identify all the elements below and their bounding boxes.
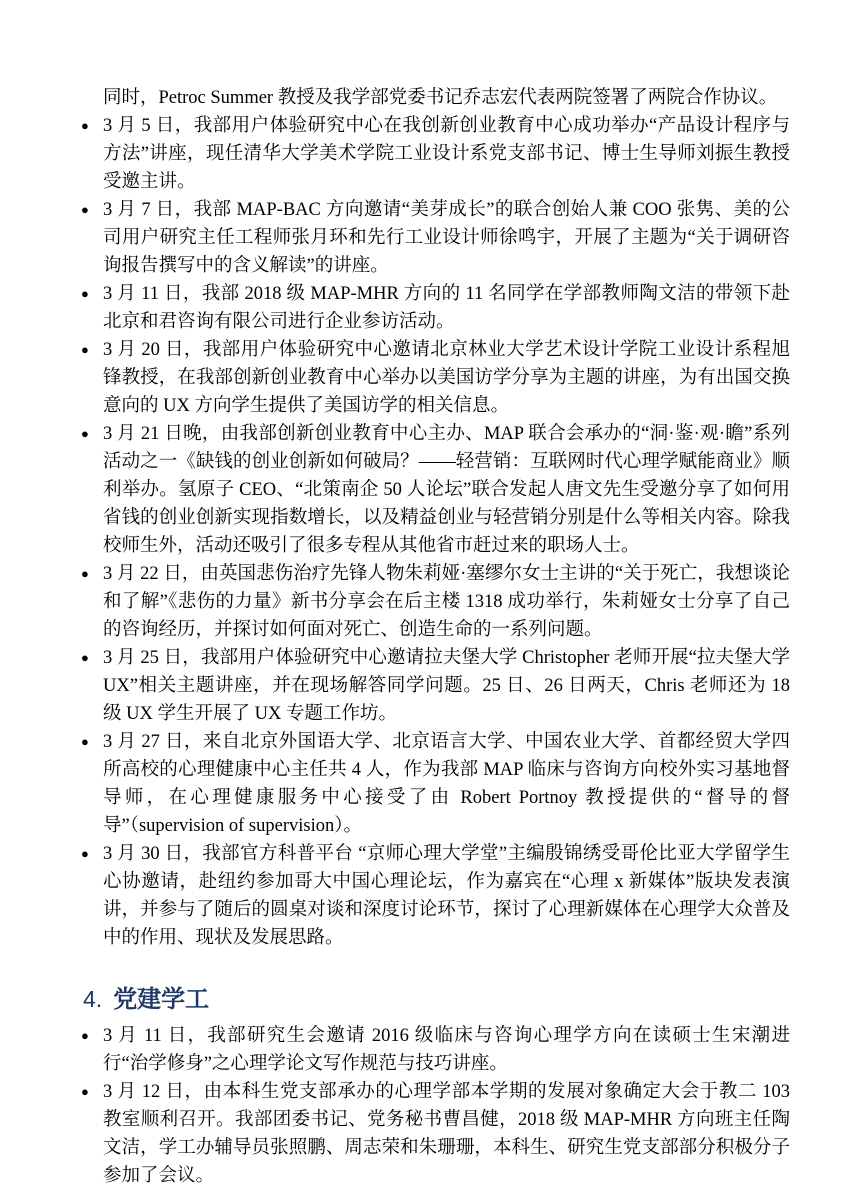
- section-heading-party-building: [83, 983, 790, 1016]
- bullet-icon: ●: [81, 426, 89, 441]
- bullet-icon: ●: [81, 1084, 89, 1099]
- event-text: 3 月 20 日，我部用户体验研究中心邀请北京林业大学艺术设计学院工业设计系程旭锋教授，在我部创新创业教育中心举办以美国访学分享为主题的讲座，为有出国交换意向的 UX 方向学生提供了美国访学的相关信息。: [103, 340, 790, 416]
- event-text: 3 月 22 日，由英国悲伤治疗先锋人物朱莉娅·塞缪尔女士主讲的“关于死亡，我想谈论和了解”《悲伤的力量》新书分享会在后主楼 1318 成功举行，朱莉娅女士分享了自己的咨询经历，并探讨如何面对死亡、创造生命的一系列问题。: [103, 564, 790, 640]
- bullet-icon: ●: [81, 118, 89, 133]
- list-item: [80, 644, 790, 728]
- list-item: [80, 336, 790, 420]
- bullet-icon: ●: [81, 1028, 89, 1043]
- list-item: [80, 196, 790, 280]
- bullet-icon: ●: [81, 734, 89, 749]
- paragraph-continuation: 同时，Petroc Summer 教授及我学部党委书记乔志宏代表两院签署了两院合作协议。: [103, 88, 778, 108]
- list-item: [80, 728, 790, 840]
- bullet-icon: ●: [81, 566, 89, 581]
- event-text: 3 月 27 日，来自北京外国语大学、北京语言大学、中国农业大学、首都经贸大学四所高校的心理健康中心主任共 4 人，作为我部 MAP 临床与咨询方向校外实习基地督导师，在心理健康服务中心接受了由 Robert Portnoy 教授提供的“督导的督导”（supervision of supervision）。: [103, 732, 790, 836]
- bullet-icon: ●: [81, 650, 89, 665]
- section-title: 党建学工: [113, 986, 210, 1013]
- event-text: 3 月 30 日，我部官方科普平台 “京师心理大学堂”主编殷锦绣受哥伦比亚大学留学生心协邀请，赴纽约参加哥大中国心理论坛，作为嘉宾在“心理 x 新媒体”版块发表演讲，并参与了随后的圆桌对谈和深度讨论环节，探讨了心理新媒体在心理学大众普及中的作用、现状及发展思路。: [103, 844, 790, 948]
- event-text: 3 月 5 日，我部用户体验研究中心在我创新创业教育中心成功举办“产品设计程序与方法”讲座，现任清华大学美术学院工业设计系党支部书记、博士生导师刘振生教授受邀主讲。: [103, 116, 790, 192]
- list-item: [80, 560, 790, 644]
- list-item: [80, 1022, 790, 1078]
- list-item: [80, 420, 790, 560]
- party-building-list: [80, 1022, 790, 1190]
- list-item: [80, 280, 790, 336]
- march-events-list: [80, 112, 790, 952]
- bullet-icon: ●: [81, 342, 89, 357]
- bullet-icon: ●: [81, 286, 89, 301]
- event-text: 3 月 7 日，我部 MAP-BAC 方向邀请“美芽成长”的联合创始人兼 COO 张隽、美的公司用户研究主任工程师张月环和先行工业设计师徐鸣宇，开展了主题为“关于调研咨询报告撰写中的含义解读”的讲座。: [103, 200, 790, 276]
- list-item: [80, 1078, 790, 1190]
- bullet-icon: ●: [81, 846, 89, 861]
- list-item: [80, 112, 790, 196]
- section-number: 4.: [83, 986, 103, 1012]
- event-text: 3 月 12 日，由本科生党支部承办的心理学部本学期的发展对象确定大会于教二 103 教室顺利召开。我部团委书记、党务秘书曹昌健，2018 级 MAP-MHR 方向班主任陶文洁，学工办辅导员张照鹏、周志荣和朱珊珊，本科生、研究生党支部部分积极分子参加了会议。: [103, 1082, 790, 1186]
- list-item: [80, 840, 790, 952]
- event-text: 3 月 21 日晚，由我部创新创业教育中心主办、MAP 联合会承办的“洞·鉴·观·瞻”系列活动之一《缺钱的创业创新如何破局？——轻营销：互联网时代心理学赋能商业》顺利举办。氢原子 CEO、“北策南企 50 人论坛”联合发起人唐文先生受邀分享了如何用省钱的创业创新实现指数增长，以及精益创业与轻营销分别是什么等相关内容。除我校师生外，活动还吸引了很多专程从其他省市赶过来的职场人士。: [103, 424, 790, 556]
- event-text: 3 月 11 日，我部研究生会邀请 2016 级临床与咨询心理学方向在读硕士生宋潮进行“治学修身”之心理学论文写作规范与技巧讲座。: [103, 1026, 790, 1074]
- bullet-icon: ●: [81, 202, 89, 217]
- event-text: 3 月 25 日，我部用户体验研究中心邀请拉夫堡大学 Christopher 老师开展“拉夫堡大学 UX”相关主题讲座，并在现场解答同学问题。25 日、26 日两天，Chris 老师还为 18 级 UX 学生开展了 UX 专题工作坊。: [103, 648, 790, 724]
- event-text: 3 月 11 日，我部 2018 级 MAP-MHR 方向的 11 名同学在学部教师陶文洁的带领下赴北京和君咨询有限公司进行企业参访活动。: [103, 284, 790, 332]
